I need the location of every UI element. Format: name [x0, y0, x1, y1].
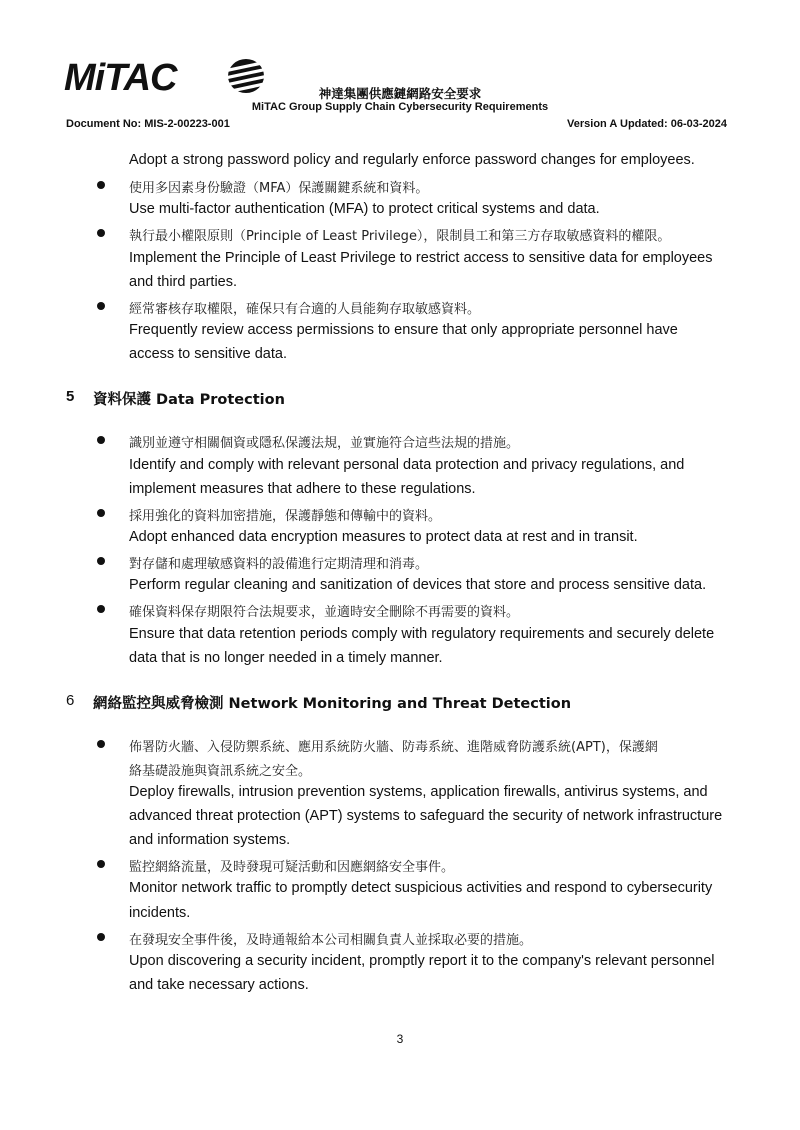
list-item-zh: 經常審核存取權限，確保只有合適的人員能夠存取敏感資料。	[129, 302, 481, 317]
list-item-en: access to sensitive data.	[129, 346, 287, 362]
list-item-en: Perform regular cleaning and sanitization of devices that store and process sensitive data.	[129, 577, 707, 593]
version-info: Version A Updated: 06-03-2024	[567, 118, 727, 130]
list-item-zh: 使用多因素身份驗證（MFA）保護關鍵系統和資料。	[129, 181, 429, 196]
list-item-en: data that is no longer needed in a timely manner.	[129, 650, 443, 666]
list-item-zh: 識別並遵守相關個資或隱私保護法規，並實施符合這些法規的措施。	[129, 436, 520, 451]
list-item-en: and information systems.	[129, 832, 291, 848]
list-item-zh: 在發現安全事件後，及時通報給本公司相關負責人並採取必要的措施。	[129, 933, 533, 948]
bullet-icon	[97, 557, 105, 565]
list-item-en: advanced threat protection (APT) systems to safeguard the security of network infrastructure	[129, 808, 723, 824]
section-title: 網絡監控與威脅檢測 Network Monitoring and Threat Detection	[93, 696, 572, 712]
list-item-zh: 佈署防火牆、入侵防禦系統、應用系統防火牆、防毒系統、進階威脅防護系統(APT)，保護網	[129, 740, 658, 755]
list-item-en: Implement the Principle of Least Privilege to restrict access to sensitive data for employees	[129, 250, 713, 266]
bullet-icon	[97, 933, 105, 941]
page-number: 3	[396, 1032, 404, 1046]
bullet-icon	[97, 740, 105, 748]
list-item-en: Use multi-factor authentication (MFA) to protect critical systems and data.	[129, 201, 600, 217]
list-item-en: Frequently review access permissions to ensure that only appropriate personnel have	[129, 322, 678, 338]
list-item-zh: 確保資料保存期限符合法規要求，並適時安全刪除不再需要的資料。	[129, 605, 520, 620]
list-item-en: Identify and comply with relevant personal data protection and privacy regulations, and	[129, 457, 685, 473]
bullet-icon	[97, 509, 105, 517]
bullet-icon	[97, 302, 105, 310]
logo-wordmark: MiTAC	[64, 57, 177, 96]
bullet-icon	[97, 229, 105, 237]
list-item-en: and third parties.	[129, 274, 238, 290]
list-item-zh: 採用強化的資料加密措施，保護靜態和傳輸中的資料。	[129, 509, 442, 524]
intro-line: Adopt a strong password policy and regularly enforce password changes for employees.	[129, 152, 695, 168]
list-item-en: Adopt enhanced data encryption measures to protect data at rest and in transit.	[129, 529, 638, 545]
list-item-zh: 對存儲和處理敏感資料的設備進行定期清理和消毒。	[129, 557, 429, 572]
bullet-icon	[97, 605, 105, 613]
document-number: Document No: MIS-2-00223-001	[66, 118, 230, 130]
bullet-icon	[97, 436, 105, 444]
section-number: 6	[66, 692, 75, 709]
list-item-en: Monitor network traffic to promptly detect suspicious activities and respond to cybersecurity	[129, 880, 713, 896]
section-title: 資料保護 Data Protection	[93, 392, 285, 408]
bullet-icon	[97, 181, 105, 189]
list-item-zh: 絡基礎設施與資訊系統之安全。	[129, 764, 312, 779]
list-item-en: Upon discovering a security incident, promptly report it to the company's relevant personnel	[129, 953, 715, 969]
list-item-en: incidents.	[129, 905, 191, 921]
list-item-zh: 執行最小權限原則（Principle of Least Privilege），限制員工和第三方存取敏感資料的權限。	[129, 229, 671, 244]
list-item-en: implement measures that adhere to these regulations.	[129, 481, 476, 497]
list-item-en: Deploy firewalls, intrusion prevention systems, application firewalls, antivirus systems, and	[129, 784, 708, 800]
list-item-zh: 監控網絡流量，及時發現可疑活動和因應網絡安全事件。	[129, 860, 455, 875]
list-item-en: Ensure that data retention periods comply with regulatory requirements and securely delete	[129, 626, 715, 642]
bullet-icon	[97, 860, 105, 868]
header-title-zh: 神達集團供應鏈網路安全要求	[318, 86, 482, 101]
list-item-en: and take necessary actions.	[129, 977, 309, 993]
header-title-en: MiTAC Group Supply Chain Cybersecurity Requirements	[251, 101, 549, 113]
section-number: 5	[66, 388, 75, 405]
